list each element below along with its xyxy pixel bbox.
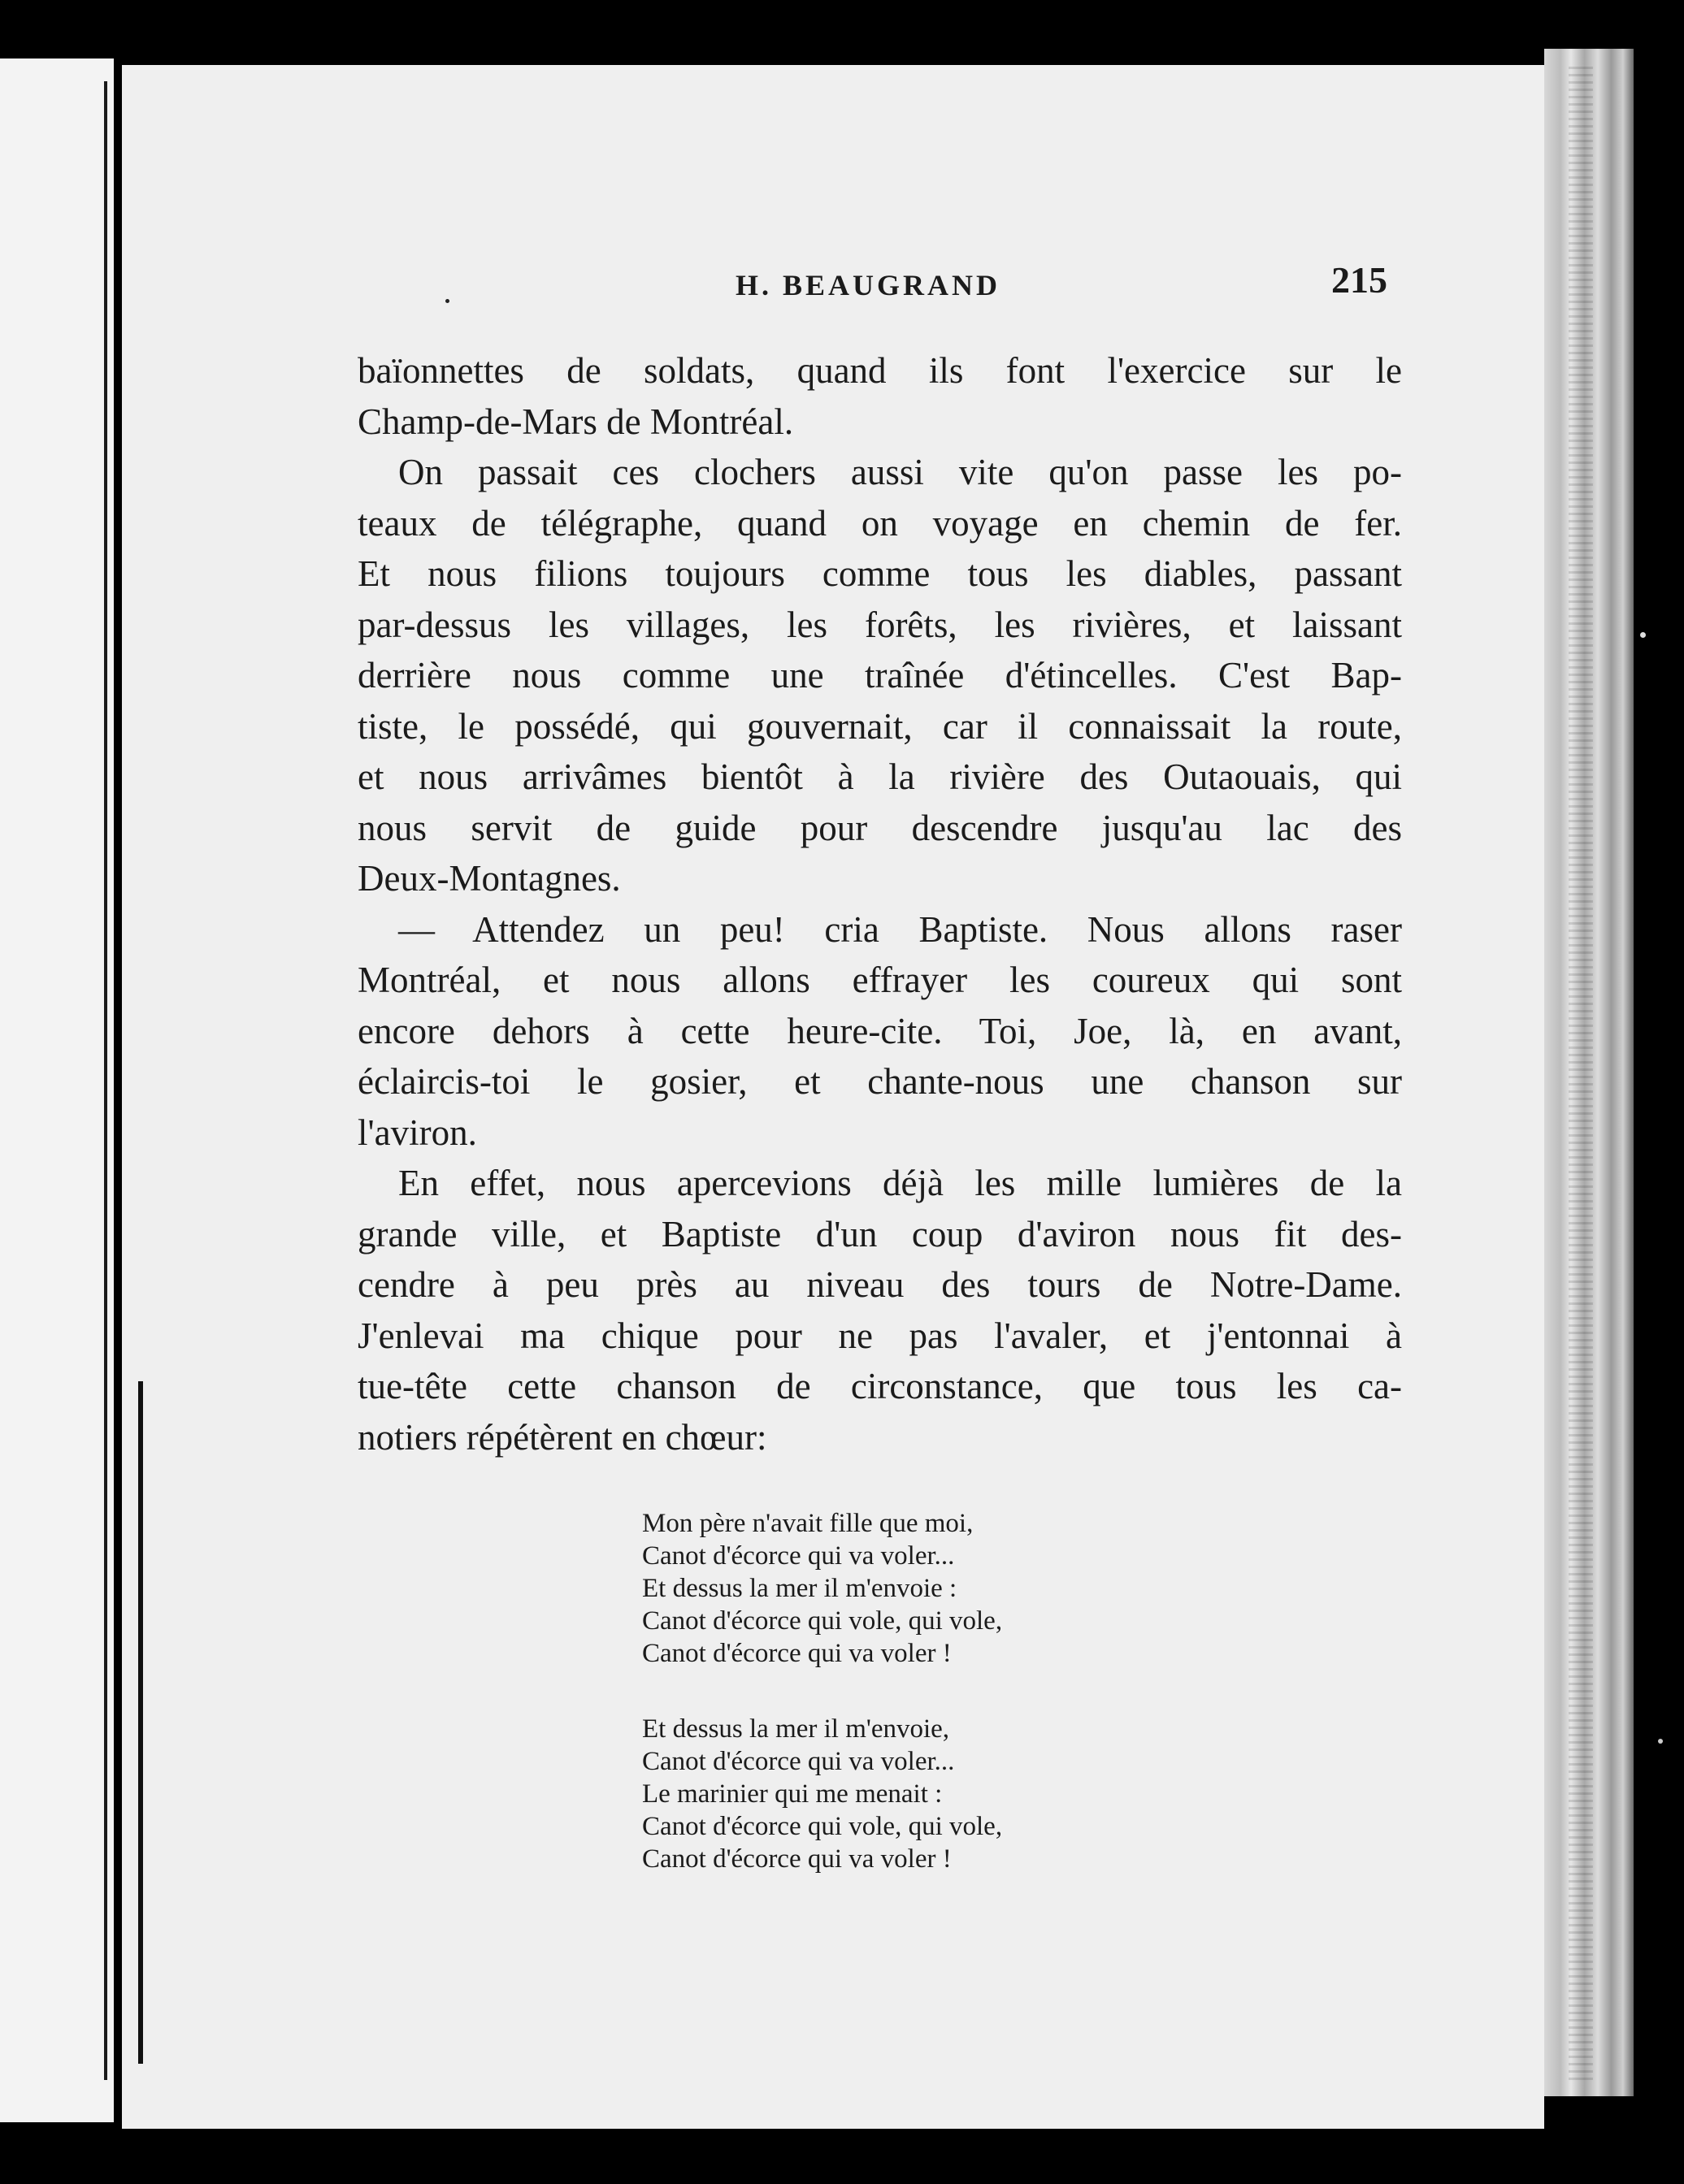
text-line: grande ville, et Baptiste d'un coup d'aviron nous fit des- (358, 1213, 1402, 1254)
scan-speck (1640, 632, 1646, 638)
text-line: éclaircis-toi le gosier, et chante-nous une chanson sur (358, 1061, 1402, 1102)
text-line: derrière nous comme une traînée d'étincelles. C'est Bap- (358, 655, 1402, 696)
verse-line: Et dessus la mer il m'envoie, (642, 1714, 950, 1744)
verse-line: Canot d'écorce qui va voler ! (642, 1639, 952, 1668)
page-edge-texture (1569, 65, 1593, 2080)
text-line: teaux de télégraphe, quand on voyage en chemin de fer. (358, 502, 1402, 544)
verse-line: Canot d'écorce qui vole, qui vole, (642, 1606, 1003, 1636)
running-head: H. BEAUGRAND (736, 269, 1001, 301)
text-line: encore dehors à cette heure-cite. Toi, Joe, là, en avant, (358, 1010, 1402, 1051)
text-line: En effet, nous apercevions déjà les mille lumières de la (398, 1163, 1402, 1203)
scan-speck (1658, 1739, 1663, 1744)
verse-line: Canot d'écorce qui va voler ! (642, 1844, 952, 1874)
verse-line: Canot d'écorce qui va voler... (642, 1747, 955, 1776)
text-line: cendre à peu près au niveau des tours de Notre-Dame. (358, 1264, 1402, 1305)
text-line: Champ-de-Mars de Montréal. (358, 401, 794, 442)
facing-page-edge (0, 58, 114, 2122)
song-stanza-2 (642, 1713, 1002, 1875)
text-line: nous servit de guide pour descendre jusqu'au lac des (358, 807, 1402, 848)
binding-shadow (138, 1381, 143, 2064)
text-line: J'enlevai ma chique pour ne pas l'avaler, et j'entonnai à (358, 1315, 1402, 1356)
text-line: tue-tête cette chanson de circonstance, que tous les ca- (358, 1366, 1402, 1406)
text-line: tiste, le possédé, qui gouvernait, car il connaissait la route, (358, 705, 1402, 747)
body-text (358, 345, 1402, 1462)
gutter-shadow (104, 81, 107, 2080)
verse-line: Mon père n'avait fille que moi, (642, 1509, 974, 1538)
text-line: et nous arrivâmes bientôt à la rivière des Outaouais, qui (358, 756, 1402, 797)
verse-line: Et dessus la mer il m'envoie : (642, 1574, 957, 1603)
verse-line: Le marinier qui me menait : (642, 1779, 943, 1809)
song-stanza-1 (642, 1507, 1002, 1670)
text-line: l'aviron. (358, 1112, 477, 1153)
scan-speck (445, 299, 449, 303)
text-line: baïonnettes de soldats, quand ils font l'exercice sur le (358, 350, 1402, 391)
page-number: 215 (1331, 259, 1387, 301)
verse-line: Canot d'écorce qui va voler... (642, 1541, 955, 1571)
verse-line: Canot d'écorce qui vole, qui vole, (642, 1812, 1003, 1841)
text-line: — Attendez un peu! cria Baptiste. Nous allons raser (398, 908, 1402, 950)
text-line: Et nous filions toujours comme tous les diables, passant (358, 553, 1402, 594)
text-line: Deux-Montagnes. (358, 858, 621, 899)
text-line: On passait ces clochers aussi vite qu'on passe les po- (398, 452, 1402, 492)
text-line: Montréal, et nous allons effrayer les coureux qui sont (358, 960, 1402, 1000)
text-line: notiers répétèrent en chœur: (358, 1416, 767, 1458)
text-line: par-dessus les villages, les forêts, les rivières, et laissant (358, 604, 1402, 645)
